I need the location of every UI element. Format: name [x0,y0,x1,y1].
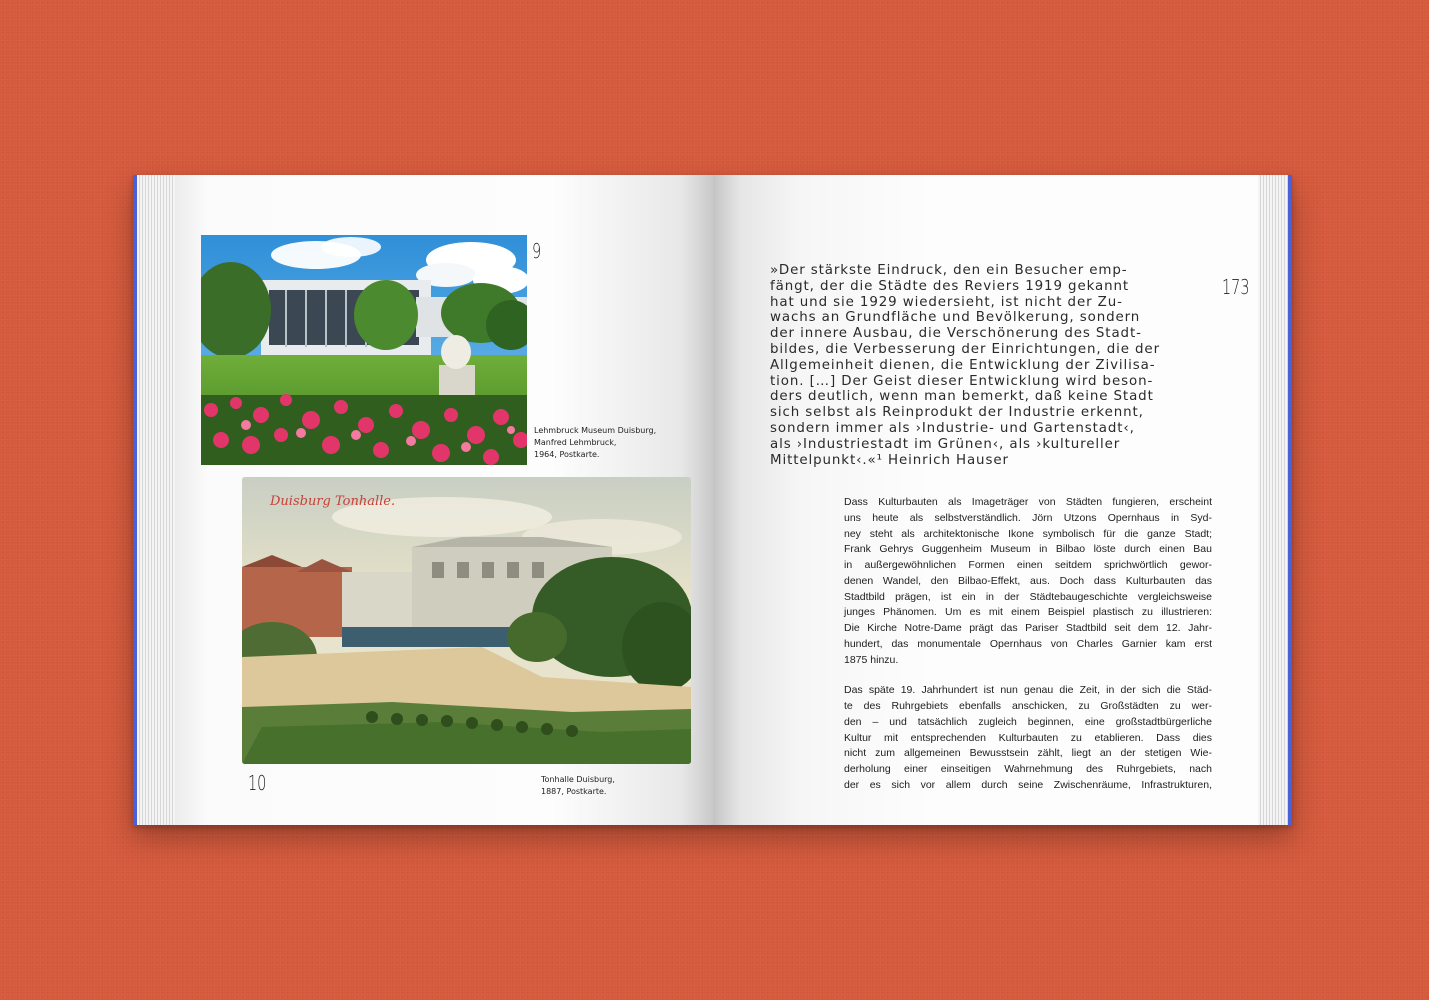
quote-line: sich selbst als Reinprodukt der Industrie erkennt, [770,405,1144,421]
text-line: Stadtbild prägen, ist ein in der Städtebaugeschichte vergleichsweise [844,590,1212,603]
caption-line: 1964, Postkarte. [534,450,600,459]
caption-line: Lehmbruck Museum Duisburg, [534,426,657,435]
text-line: 1875 hinzu. [844,653,899,666]
cover-edge-right [1288,175,1292,825]
figure-number-9: 9 [532,239,542,263]
figure-9-caption [534,425,656,461]
page-number: 173 [1222,275,1250,299]
text-line: te des Ruhrgebiets ebenfalls anschicken, zu Großstädten zu wer- [844,700,1212,712]
text-line: Frank Gehrys Guggenheim Museum in Bilbao löste durch einen Bau [844,543,1212,556]
quote-line: Allgemeinheit dienen, die Entwicklung der Zivilisa- [770,357,1156,373]
text-line: junges Phänomen. Um es mit einem Beispiel plastisch zu illustrieren: [844,606,1212,619]
tonhalle-postcard [242,477,691,764]
lehmbruck-museum-photo [201,235,527,465]
quote-line: bildes, die Verbesserung der Einrichtungen, die der [770,341,1160,357]
text-line: den – und tatsächlich zugleich beginnen, eine großstadtbürgerliche [844,715,1212,728]
caption-line: Tonhalle Duisburg, [541,775,615,784]
text-line: Dass Kulturbauten als Imageträger von Städten fungieren, erscheint [844,496,1212,508]
paragraph-1 [844,495,1212,668]
text-line: Kultur mit entsprechenden Kulturbauten zu etablieren. Dass dies [844,731,1212,744]
quote-line: hat und sie 1929 wiedersieht, ist nicht der Zu- [770,294,1123,310]
quote-line: Mittelpunkt‹.«¹ Heinrich Hauser [770,452,1009,468]
text-line: uns heute als selbstverständlich. Jörn Utzons Opernhaus in Syd- [844,511,1212,524]
text-line: Das späte 19. Jahrhundert ist nun genau die Zeit, in der sich die Städ- [844,684,1212,697]
text-line: nicht zum allgemeinen Bewusstsein zählt, liegt an der stetigen Wie- [844,747,1212,760]
text-line: hundert, das monumentale Opernhaus von Charles Garnier kam erst [844,637,1212,650]
text-line: derholung einer einseitigen Wahrnehmung des Ruhrgebiets, nach [844,763,1212,775]
page-block-right [1258,175,1288,825]
figure-number-10: 10 [248,771,267,795]
body-text [844,495,1212,794]
quote-line: wachs an Grundfläche und Bevölkerung, sondern [770,310,1141,326]
postcard-title: Duisburg Tonhalle. [270,494,396,509]
paragraph-2 [844,683,1212,793]
text-line: denen Wandel, den Bilbao-Effekt, aus. Doch dass Kulturbauten das [844,574,1212,587]
quote-line: als ›Industriestadt im Grünen‹, als ›kultureller [770,436,1121,452]
figure-10-caption [541,774,615,798]
quote-line: sondern immer als ›Industrie- und Gartenstadt‹, [770,420,1135,436]
quote-line: »Der stärkste Eindruck, den ein Besucher emp- [770,263,1128,278]
text-line: ney steht als architektonische Ikone symbolisch für die ganze Stadt; [844,527,1212,540]
text-line: der es sich vor allem durch seine Zwischenräume, Infrastrukturen, [844,778,1212,791]
caption-line: Manfred Lehmbruck, [534,438,617,447]
right-page [713,175,1258,825]
left-page [175,175,713,825]
text-line: Die Kirche Notre-Dame prägt das Pariser Stadtbild seit dem 12. Jahr- [844,622,1212,634]
page-block-left [137,175,175,825]
open-book [133,175,1292,825]
quote-line: fängt, der die Städte des Reviers 1919 gekannt [770,278,1130,294]
quote-line: der innere Ausbau, die Verschönerung des Stadt- [770,326,1142,342]
caption-line: 1887, Postkarte. [541,787,607,796]
epigraph-quote [770,263,1220,468]
text-line: in außergewöhnlichen Formen einen seitdem sprichwörtlich gewor- [844,559,1212,571]
quote-line: tion. […] Der Geist dieser Entwicklung wird beson- [770,373,1154,389]
quote-line: ders deutlich, wenn man bemerkt, daß keine Stadt [770,389,1154,405]
